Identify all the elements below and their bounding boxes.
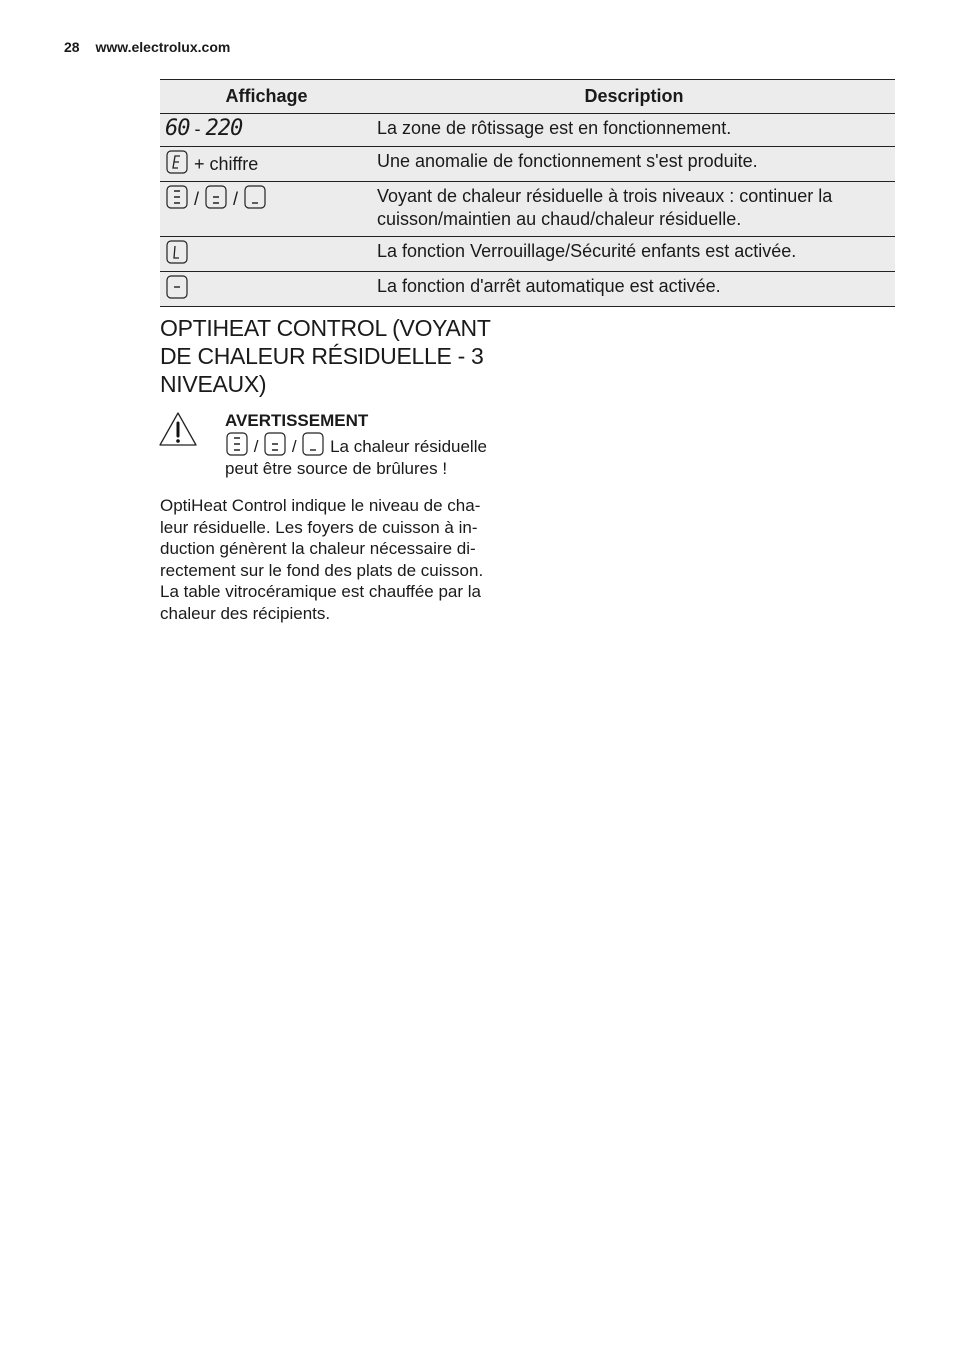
warning-triangle-icon [158, 410, 198, 448]
warning-title: AVERTISSEMENT [225, 411, 369, 430]
body-paragraph [160, 495, 520, 625]
range-separator: - [189, 119, 206, 139]
table-row [160, 182, 895, 237]
table-header-row [160, 80, 895, 114]
paragraph-line: chaleur des récipients. [160, 603, 331, 623]
level-separator: / [189, 189, 205, 209]
display-value-60: 60 [165, 116, 190, 141]
table-row [160, 147, 895, 182]
site-url: www.electrolux.com [95, 39, 231, 55]
description-cell: Voyant de chaleur résiduelle à trois niveaux : continuer la cuisson/maintien au chaud/chaleur résiduelle. [373, 182, 895, 237]
description-cell: Une anomalie de fonctionnement s'est produite. [373, 147, 895, 182]
residual-heat-3-icon [166, 185, 188, 209]
page-header [64, 39, 230, 55]
section-title-text: OPTIHEAT CONTROL (VOYANT DE CHALEUR RÉSIDUELLE - 3 NIVEAUX) [160, 315, 491, 397]
level-separator: / [228, 189, 244, 209]
display-cell [160, 114, 373, 147]
col-header-description: Description [373, 80, 895, 114]
description-cell: La fonction Verrouillage/Sécurité enfants est activée. [373, 237, 895, 272]
paragraph-line: duction génèrent la chaleur nécessaire di- [160, 539, 476, 559]
warning-text: La chaleur résiduelle [325, 437, 487, 456]
warning-line-2: peut être source de brûlures ! [225, 459, 448, 478]
table-row [160, 114, 895, 147]
table-row [160, 272, 895, 307]
residual-heat-3-icon [226, 432, 248, 456]
level-separator: / [287, 437, 302, 456]
lock-L-icon [166, 240, 188, 264]
display-table [160, 79, 895, 307]
description-cell: La fonction d'arrêt automatique est activée. [373, 272, 895, 307]
display-value-220: 220 [205, 116, 243, 141]
paragraph-line: OptiHeat Control indique le niveau de cha- [160, 496, 481, 515]
auto-off-dash-icon [166, 275, 188, 299]
error-suffix: + chiffre [189, 154, 259, 174]
residual-heat-2-icon [205, 185, 227, 209]
col-header-display: Affichage [160, 80, 373, 114]
residual-heat-1-icon [244, 185, 266, 209]
residual-heat-2-icon [264, 432, 286, 456]
display-cell [160, 237, 373, 272]
display-cell [160, 147, 373, 182]
paragraph-line: La table vitrocéramique est chauffée par la [160, 582, 481, 602]
table-row [160, 237, 895, 272]
section-title [160, 314, 520, 398]
seven-segment-E-icon [166, 150, 188, 174]
description-cell: La zone de rôtissage est en fonctionnement. [373, 114, 895, 147]
page-number: 28 [64, 39, 80, 55]
warning-line-1 [225, 432, 525, 458]
paragraph-line: rectement sur le fond des plats de cuisson. [160, 560, 484, 580]
display-cell [160, 272, 373, 307]
display-cell [160, 182, 373, 237]
warning-box [225, 410, 525, 480]
residual-heat-1-icon [302, 432, 324, 456]
paragraph-line: leur résiduelle. Les foyers de cuisson à in- [160, 517, 478, 537]
level-separator: / [249, 437, 264, 456]
